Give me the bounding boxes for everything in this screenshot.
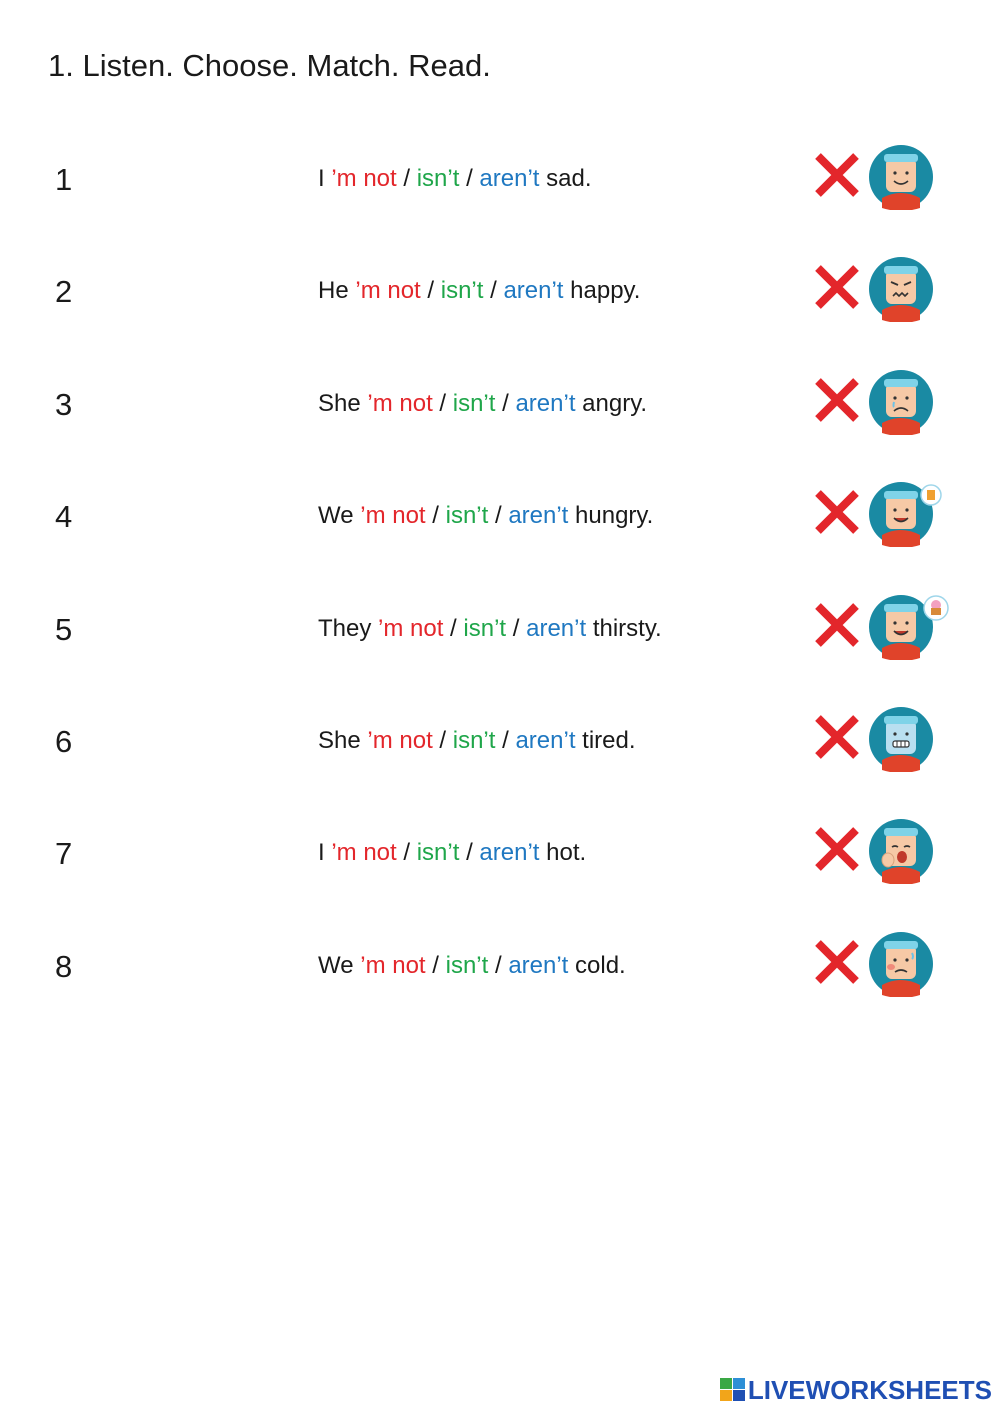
adjective: tired.: [575, 727, 636, 754]
choice-m-not[interactable]: ’m not: [331, 839, 397, 866]
choice-m-not[interactable]: ’m not: [355, 277, 421, 304]
choice-arent[interactable]: aren’t: [526, 615, 587, 642]
cross-icon[interactable]: [812, 487, 862, 537]
sentence: [318, 502, 653, 530]
exercise-row: [0, 375, 1000, 487]
separator: /: [488, 952, 509, 979]
exercise-row: [0, 824, 1000, 936]
choice-m-not[interactable]: ’m not: [367, 727, 433, 754]
choice-m-not[interactable]: ’m not: [331, 165, 397, 192]
adjective: cold.: [568, 952, 626, 979]
choice-isnt[interactable]: isn’t: [445, 502, 489, 529]
exercise-row: [0, 262, 1000, 374]
separator: /: [459, 165, 480, 192]
separator: /: [495, 390, 516, 417]
choice-arent[interactable]: aren’t: [503, 277, 564, 304]
exercise-row: [0, 937, 1000, 1049]
logo-text: LIVEWORKSHEETS: [747, 1374, 992, 1405]
choice-m-not[interactable]: ’m not: [378, 615, 444, 642]
choice-isnt[interactable]: isn’t: [440, 277, 484, 304]
subject: They: [318, 615, 379, 642]
hot-face-icon[interactable]: [868, 931, 938, 997]
tired-face-icon[interactable]: [868, 818, 938, 884]
smiling-face-icon[interactable]: [868, 144, 938, 210]
cross-icon[interactable]: [812, 824, 862, 874]
liveworksheets-logo-icon: [720, 1378, 746, 1402]
separator: /: [420, 277, 441, 304]
item-number: 5: [55, 612, 73, 647]
thirsty-face-icon[interactable]: [868, 594, 954, 660]
worksheet-title: 1. Listen. Choose. Match. Read.: [48, 48, 491, 83]
sentence: [318, 277, 640, 305]
choice-isnt[interactable]: isn’t: [463, 615, 507, 642]
angry-face-icon[interactable]: [868, 256, 938, 322]
subject: We: [318, 952, 361, 979]
choice-isnt[interactable]: isn’t: [452, 727, 496, 754]
adjective: angry.: [575, 390, 648, 417]
sentence: [318, 727, 636, 755]
separator: /: [443, 615, 464, 642]
subject: She: [318, 727, 368, 754]
sad-face-icon[interactable]: [868, 369, 938, 435]
cross-icon[interactable]: [812, 262, 862, 312]
choice-isnt[interactable]: isn’t: [452, 390, 496, 417]
separator: /: [425, 952, 446, 979]
hungry-face-icon[interactable]: [868, 481, 948, 547]
sentence: [318, 615, 662, 643]
adjective: hot.: [539, 839, 587, 866]
choice-arent[interactable]: aren’t: [515, 390, 576, 417]
separator: /: [396, 839, 417, 866]
choice-arent[interactable]: aren’t: [515, 727, 576, 754]
sentence: [318, 839, 586, 867]
separator: /: [495, 727, 516, 754]
choice-m-not[interactable]: ’m not: [367, 390, 433, 417]
cross-icon[interactable]: [812, 600, 862, 650]
item-number: 2: [55, 274, 73, 309]
separator: /: [425, 502, 446, 529]
choice-arent[interactable]: aren’t: [479, 839, 540, 866]
cross-icon[interactable]: [812, 712, 862, 762]
item-number: 6: [55, 724, 73, 759]
separator: /: [432, 390, 453, 417]
subject: He: [318, 277, 356, 304]
item-number: 8: [55, 949, 73, 984]
exercise-row: [0, 712, 1000, 824]
separator: /: [488, 502, 509, 529]
adjective: hungry.: [568, 502, 654, 529]
item-number: 7: [55, 836, 73, 871]
choice-m-not[interactable]: ’m not: [360, 502, 426, 529]
exercise-row: [0, 487, 1000, 599]
cross-icon[interactable]: [812, 937, 862, 987]
choice-isnt[interactable]: isn’t: [416, 165, 460, 192]
choice-arent[interactable]: aren’t: [508, 502, 569, 529]
separator: /: [432, 727, 453, 754]
choice-m-not[interactable]: ’m not: [360, 952, 426, 979]
item-number: 4: [55, 499, 73, 534]
subject: We: [318, 502, 361, 529]
choice-isnt[interactable]: isn’t: [445, 952, 489, 979]
choice-arent[interactable]: aren’t: [508, 952, 569, 979]
cross-icon[interactable]: [812, 150, 862, 200]
item-number: 3: [55, 387, 73, 422]
separator: /: [396, 165, 417, 192]
adjective: sad.: [539, 165, 592, 192]
item-number: 1: [55, 162, 73, 197]
choice-arent[interactable]: aren’t: [479, 165, 540, 192]
exercise-row: [0, 600, 1000, 712]
exercise-row: [0, 150, 1000, 262]
adjective: thirsty.: [586, 615, 662, 642]
subject: She: [318, 390, 368, 417]
liveworksheets-logo: [720, 1375, 992, 1405]
separator: /: [483, 277, 504, 304]
subject: I: [318, 839, 332, 866]
separator: /: [459, 839, 480, 866]
adjective: happy.: [563, 277, 641, 304]
subject: I: [318, 165, 332, 192]
sentence: [318, 390, 647, 418]
sentence: [318, 952, 626, 980]
cold-face-icon[interactable]: [868, 706, 938, 772]
cross-icon[interactable]: [812, 375, 862, 425]
choice-isnt[interactable]: isn’t: [416, 839, 460, 866]
separator: /: [506, 615, 527, 642]
sentence: [318, 165, 592, 193]
